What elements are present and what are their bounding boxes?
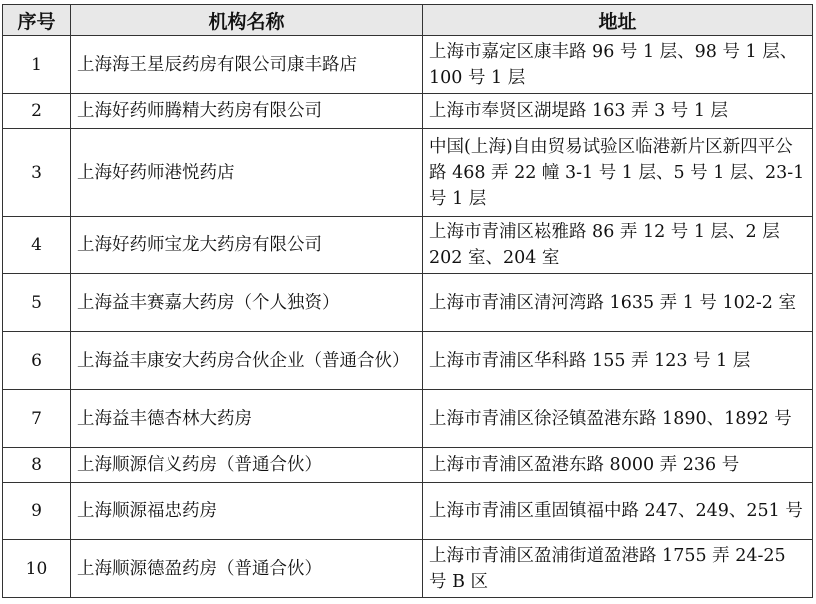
row-seq: 10 xyxy=(3,540,71,598)
row-name: 上海益丰康安大药房合伙企业（普通合伙） xyxy=(71,332,423,390)
row-seq: 5 xyxy=(3,274,71,332)
table-row xyxy=(3,129,813,217)
row-address: 上海市嘉定区康丰路 96 号 1 层、98 号 1 层、100 号 1 层 xyxy=(423,36,813,94)
table-row xyxy=(3,390,813,448)
row-name: 上海益丰赛嘉大药房（个人独资） xyxy=(71,274,423,332)
row-address: 上海市青浦区盈港东路 8000 弄 236 号 xyxy=(423,448,813,483)
row-name: 上海顺源德盈药房（普通合伙） xyxy=(71,540,423,598)
row-name: 上海好药师港悦药店 xyxy=(71,129,423,217)
table-row xyxy=(3,540,813,598)
row-seq: 2 xyxy=(3,94,71,129)
header-seq: 序号 xyxy=(3,5,71,36)
row-name: 上海益丰德杏林大药房 xyxy=(71,390,423,448)
header-name: 机构名称 xyxy=(71,5,423,36)
table-row xyxy=(3,94,813,129)
row-address: 中国(上海)自由贸易试验区临港新片区新四平公路 468 弄 22 幢 3-1 号 1 层、5 号 1 层、23-1 号 1 层 xyxy=(423,129,813,217)
row-address: 上海市青浦区崧雅路 86 弄 12 号 1 层、2 层 202 室、204 室 xyxy=(423,217,813,274)
table-row xyxy=(3,217,813,274)
table-row xyxy=(3,483,813,540)
row-name: 上海顺源信义药房（普通合伙） xyxy=(71,448,423,483)
row-name: 上海顺源福忠药房 xyxy=(71,483,423,540)
row-address: 上海市青浦区重固镇福中路 247、249、251 号 xyxy=(423,483,813,540)
row-seq: 4 xyxy=(3,217,71,274)
row-address: 上海市青浦区华科路 155 弄 123 号 1 层 xyxy=(423,332,813,390)
row-name: 上海海王星辰药房有限公司康丰路店 xyxy=(71,36,423,94)
header-address: 地址 xyxy=(423,5,813,36)
table-header-row xyxy=(3,5,813,36)
row-address: 上海市青浦区清河湾路 1635 弄 1 号 102-2 室 xyxy=(423,274,813,332)
row-seq: 3 xyxy=(3,129,71,217)
row-address: 上海市青浦区盈浦街道盈港路 1755 弄 24-25 号 B 区 xyxy=(423,540,813,598)
pharmacy-table xyxy=(2,4,813,598)
row-seq: 8 xyxy=(3,448,71,483)
table-row xyxy=(3,448,813,483)
row-seq: 9 xyxy=(3,483,71,540)
row-seq: 7 xyxy=(3,390,71,448)
table-row xyxy=(3,332,813,390)
row-name: 上海好药师宝龙大药房有限公司 xyxy=(71,217,423,274)
table-row xyxy=(3,36,813,94)
row-name: 上海好药师腾精大药房有限公司 xyxy=(71,94,423,129)
row-address: 上海市青浦区徐泾镇盈港东路 1890、1892 号 xyxy=(423,390,813,448)
row-address: 上海市奉贤区湖堤路 163 弄 3 号 1 层 xyxy=(423,94,813,129)
table-row xyxy=(3,274,813,332)
row-seq: 1 xyxy=(3,36,71,94)
row-seq: 6 xyxy=(3,332,71,390)
